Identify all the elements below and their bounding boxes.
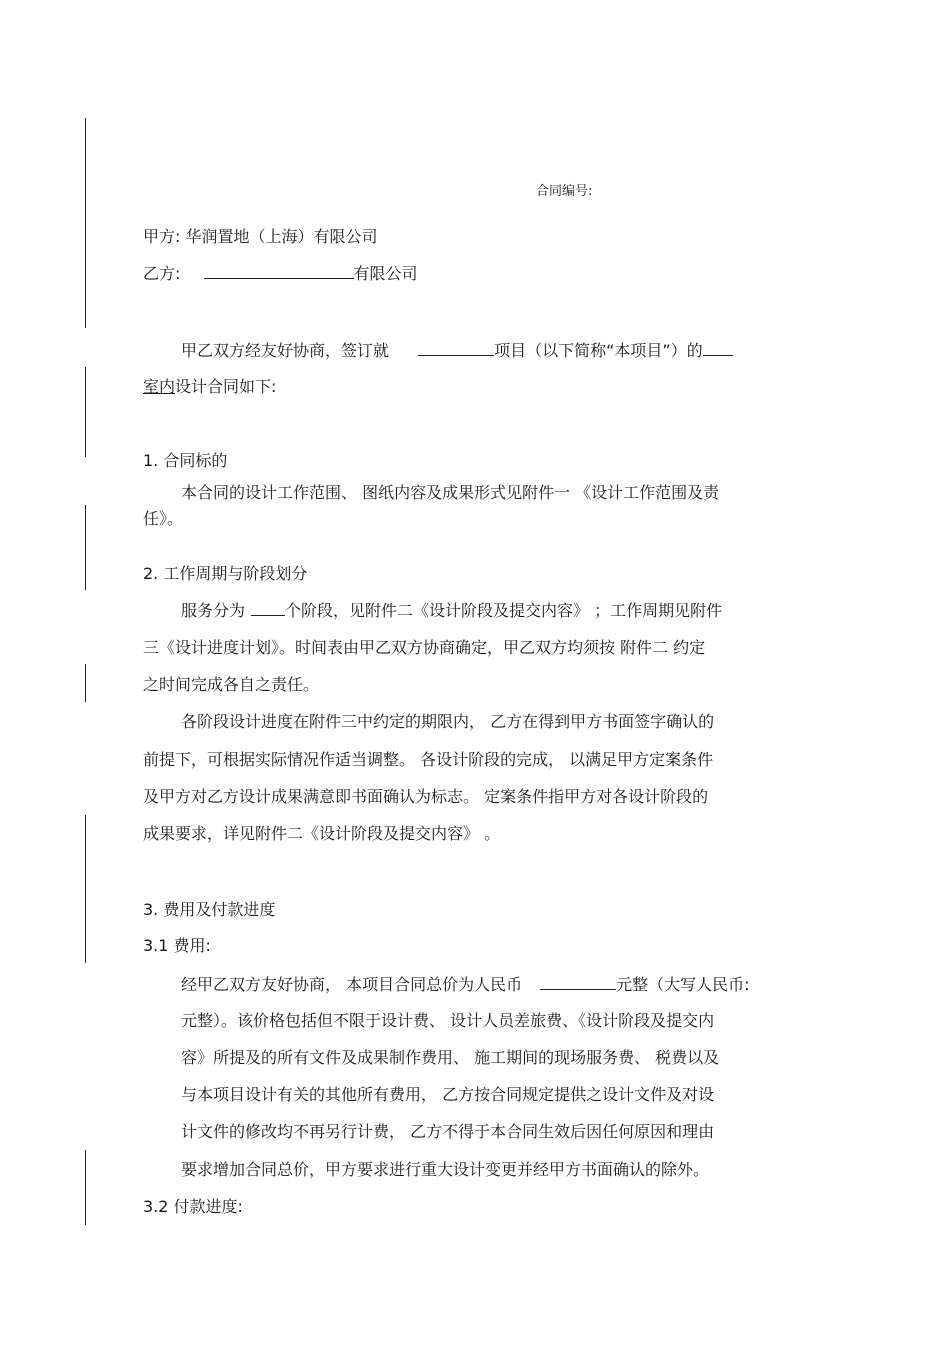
section-2-heading: 2. 工作周期与阶段划分: [143, 564, 308, 583]
section-1-line-2: 任》。: [143, 509, 184, 528]
revision-bar: [85, 1150, 86, 1225]
intro-line-2: [143, 376, 276, 398]
party-b: [143, 262, 418, 285]
stages-text-a: 服务分为: [181, 601, 246, 620]
stages-text-b: 个阶段，见附件二《设计阶段及提交内容》 ；工作周期见附件: [285, 601, 723, 620]
party-b-suffix: 有限公司: [353, 264, 418, 283]
party-b-blank: [204, 262, 354, 279]
intro-line-2-rest: 设计合同如下:: [175, 377, 277, 396]
fee-line-2: 元整）。该价格包括但不限于设计费、 设计人员差旅费、《设计阶段及提交内: [181, 1011, 715, 1030]
section-2-p2-line-4: 成果要求，详见附件二《设计阶段及提交内容》 。: [143, 824, 501, 843]
intro-underlined-word: 室内: [143, 377, 176, 396]
party-b-label: 乙方:: [143, 264, 181, 283]
intro-part-1: 甲乙双方经友好协商，签订就: [181, 341, 390, 360]
section-3-1-heading: 3.1 费用:: [143, 936, 211, 955]
design-type-blank: [703, 339, 733, 356]
fee-line-3: 容》所提及的所有文件及成果制作费用、 施工期间的现场服务费、 税费以及: [181, 1048, 720, 1067]
section-2-p1-line-1: [181, 599, 722, 622]
section-3-heading: 3. 费用及付款进度: [143, 900, 276, 919]
intro-line-1: [181, 339, 733, 362]
revision-bar: [85, 815, 86, 963]
revision-bar: [85, 505, 86, 590]
section-2-p2-line-2: 前提下，可根据实际情况作适当调整。 各设计阶段的完成， 以满足甲方定案条件: [143, 750, 714, 769]
fee-line-4: 与本项目设计有关的其他所有费用， 乙方按合同规定提供之设计文件及对设: [181, 1085, 715, 1104]
fee-text-b: 元整（大写人民币:: [616, 975, 750, 994]
revision-bar: [85, 367, 86, 457]
fee-line-6: 要求增加合同总价，甲方要求进行重大设计变更并经甲方书面确认的除外。: [181, 1160, 710, 1179]
project-name-blank: [418, 339, 494, 356]
fee-line-5: 计文件的修改均不再另行计费， 乙方不得于本合同生效后因任何原因和理由: [181, 1122, 715, 1141]
section-2-p2-line-3: 及甲方对乙方设计成果满意即书面确认为标志。 定案条件指甲方对各设计阶段的: [143, 787, 709, 806]
stages-count-blank: [251, 599, 285, 616]
section-1-line-1: 本合同的设计工作范围、 图纸内容及成果形式见附件一 《设计工作范围及责: [181, 483, 720, 502]
contract-number-label: 合同编号:: [536, 184, 593, 199]
fee-line-1: [181, 973, 750, 996]
fee-text-a: 经甲乙双方友好协商， 本项目合同总价为人民币: [181, 975, 523, 994]
section-2-p1-line-2: 三《设计进度计划》。时间表由甲乙双方协商确定，甲乙双方均须按 附件二 约定: [143, 638, 706, 657]
party-a: 甲方: 华润置地（上海）有限公司: [143, 227, 378, 246]
revision-bar: [85, 118, 86, 328]
fee-amount-blank: [540, 973, 616, 990]
section-1-heading: 1. 合同标的: [143, 451, 228, 470]
section-3-2-heading: 3.2 付款进度:: [143, 1197, 243, 1216]
section-2-p2-line-1: 各阶段设计进度在附件三中约定的期限内， 乙方在得到甲方书面签字确认的: [181, 712, 715, 731]
revision-bar: [85, 664, 86, 702]
intro-part-2: 项目（以下简称“本项目”）的: [494, 341, 703, 360]
section-2-p1-line-3: 之时间完成各自之责任。: [143, 675, 320, 694]
